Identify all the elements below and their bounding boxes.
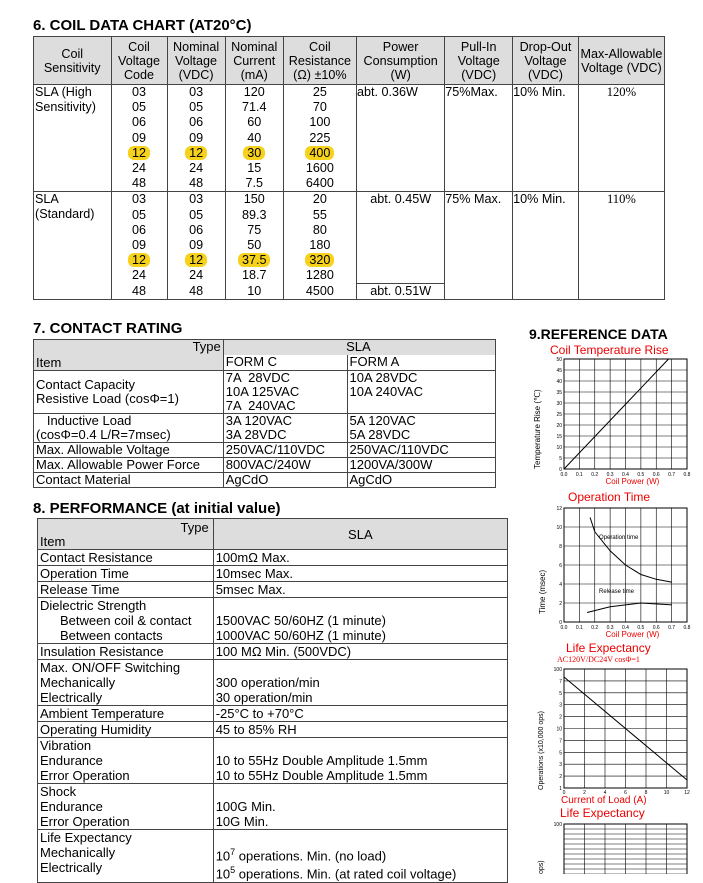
coil-cell: 12 <box>111 253 167 268</box>
chart2-title: Operation Time <box>568 490 651 504</box>
perf-item: Shock <box>40 784 77 799</box>
item-label: Item <box>40 534 66 549</box>
perf-item: Dielectric Strength <box>40 598 147 613</box>
chart3-xtick: 4 <box>603 790 607 796</box>
perf-value: 30 operation/min <box>215 690 313 705</box>
coil-cell: 320 <box>283 253 356 268</box>
form-a-header: FORM A <box>347 355 495 371</box>
coil-cell: 03 <box>111 85 167 101</box>
contact-row <box>34 414 496 443</box>
coil-cell: 24 <box>167 268 225 283</box>
contact-cell: Contact Capacity Resistive Load (cosΦ=1) <box>34 371 224 414</box>
contact-cell: 800VAC/240W <box>223 458 347 473</box>
perf-subitem: Endurance <box>40 799 103 814</box>
perf-item: Life Expectancy <box>40 830 132 845</box>
coil-cell: 15 <box>225 161 283 176</box>
chart1-ytick: 45 <box>556 368 562 374</box>
col-header: Coil Voltage Code <box>111 37 167 85</box>
chart1-xtick: 0.0 <box>560 472 568 478</box>
form-c-header: FORM C <box>223 355 347 371</box>
coil-maxv: 120% <box>578 85 664 192</box>
chart3-title: Life Expectancy <box>566 641 651 655</box>
coil-cell: 37.5 <box>225 253 283 268</box>
chart2-rel-label: Release time <box>599 589 635 595</box>
coil-cell: 05 <box>167 208 225 223</box>
contact-cell: Max. Allowable Power Force <box>34 458 224 473</box>
contact-row <box>34 458 496 473</box>
perf-value: 300 operation/min <box>215 675 320 690</box>
coil-cell: 12 <box>167 146 225 161</box>
perf-value: 10msec Max. <box>213 566 507 582</box>
perf-value: 100G Min. <box>215 799 276 814</box>
contact-cell: 250VAC/110VDC <box>347 443 495 458</box>
contact-cell: Max. Allowable Voltage <box>34 443 224 458</box>
coil-cell: 05 <box>167 100 225 115</box>
chart1-xtick: 0.5 <box>637 472 645 478</box>
type-label: Type <box>192 339 221 354</box>
coil-cell: 06 <box>111 115 167 130</box>
coil-cell: 225 <box>283 131 356 146</box>
coil-pullin: 75% Max. <box>445 192 513 300</box>
chart1-xtick: 0.2 <box>591 472 599 478</box>
perf-item: Insulation Resistance <box>38 644 214 660</box>
chart1-xlabel: Coil Power (W) <box>605 477 660 486</box>
perf-item: Release Time <box>38 582 214 598</box>
contact-cell: 3A 120VAC 3A 28VDC <box>223 414 347 443</box>
chart1-ytick: 10 <box>556 445 562 451</box>
chart2-xtick: 0.5 <box>637 625 645 631</box>
chart1-ytick: 15 <box>556 434 562 440</box>
coil-cell: 120 <box>225 85 283 101</box>
coil-cell: 06 <box>111 223 167 238</box>
perf-value: $10^5$ operations. Min. (at rated coil voltage) <box>215 865 457 882</box>
col-header: Power Consumption (W) <box>357 37 445 85</box>
coil-cell: 180 <box>283 238 356 253</box>
chart4-ylabel: ops) <box>538 860 545 874</box>
coil-cell: 6400 <box>283 176 356 192</box>
perf-value: -25°C to +70°C <box>213 706 507 722</box>
coil-cell: 03 <box>167 192 225 208</box>
coil-cell: 100 <box>283 115 356 130</box>
coil-data-table <box>33 36 665 300</box>
perf-item: Vibration <box>40 738 92 753</box>
coil-cell: 80 <box>283 223 356 238</box>
coil-cell: 05 <box>111 208 167 223</box>
chart2-ytick: 8 <box>559 544 562 550</box>
coil-cell: 150 <box>225 192 283 208</box>
perf-subitem: Between contacts <box>60 628 163 643</box>
coil-cell: 03 <box>167 85 225 101</box>
contact-cell: 7A 28VDC 10A 125VAC 7A 240VAC <box>223 371 347 414</box>
chart1-ytick: 40 <box>556 379 562 385</box>
col-header: Pull-In Voltage (VDC) <box>445 37 513 85</box>
chart3-xtick: 8 <box>644 790 648 796</box>
contact-cell: 5A 120VAC 5A 28VDC <box>347 414 495 443</box>
chart1-ytick: 25 <box>556 412 562 418</box>
coil-cell: 7.5 <box>225 176 283 192</box>
sla-label: SLA <box>348 526 373 542</box>
chart3-ytick: 10 <box>556 726 562 733</box>
col-header: Coil Sensitivity <box>34 37 112 85</box>
perf-subitem: Between coil & contact <box>60 613 192 628</box>
chart4-ytick: 100 <box>553 822 562 828</box>
coil-cell: 09 <box>111 131 167 146</box>
contact-cell: 1200VA/300W <box>347 458 495 473</box>
chart3-xtick: 10 <box>663 790 670 796</box>
coil-cell: 05 <box>111 100 167 115</box>
coil-cell: 4500 <box>283 284 356 300</box>
coil-cell: 12 <box>167 253 225 268</box>
coil-cell: 24 <box>111 268 167 283</box>
chart1-ytick: 0 <box>559 467 562 473</box>
chart2-ytick: 6 <box>559 563 562 569</box>
perf-value: 10 to 55Hz Double Amplitude 1.5mm <box>215 753 428 768</box>
coil-cell: 75 <box>225 223 283 238</box>
col-header: Nominal Current (mA) <box>225 37 283 85</box>
item-label: Item <box>36 355 62 370</box>
chart2-ylabel: Time (msec) <box>538 569 547 614</box>
chart1-ylabel: Temperature Rise (℃) <box>533 389 542 469</box>
chart2-xtick: 0.8 <box>683 625 691 631</box>
perf-subitem: Error Operation <box>40 814 130 829</box>
coil-cell: 06 <box>167 223 225 238</box>
perf-item: Contact Resistance <box>38 550 214 566</box>
chart3-ylabel: Operations (x10,000 ops) <box>538 711 545 790</box>
perf-title: 8. PERFORMANCE (at initial value) <box>33 500 281 517</box>
coil-cell: 10 <box>225 284 283 300</box>
chart2-ytick: 0 <box>559 620 562 626</box>
coil-pullin: 75%Max. <box>445 85 513 192</box>
coil-cell: 12 <box>111 146 167 161</box>
contact-cell: AgCdO <box>223 473 347 488</box>
coil-cell: 24 <box>111 161 167 176</box>
chart2-xtick: 0.0 <box>560 625 568 631</box>
chart3-xtick: 6 <box>624 790 627 796</box>
chart1-xtick: 0.6 <box>652 472 660 478</box>
perf-value: 45 to 85% RH <box>213 722 507 738</box>
col-header: Coil Resistance (Ω) ±10% <box>283 37 356 85</box>
coil-power: abt. 0.36W <box>357 85 445 192</box>
contact-cell: Contact Material <box>34 473 224 488</box>
chart2-xtick: 0.7 <box>668 625 676 631</box>
coil-cell: 55 <box>283 208 356 223</box>
perf-item: Operating Humidity <box>38 722 214 738</box>
coil-cell: 06 <box>167 115 225 130</box>
coil-cell: 30 <box>225 146 283 161</box>
chart2-series-1 <box>587 603 672 613</box>
coil-cell: 20 <box>283 192 356 208</box>
chart2-xlabel: Coil Power (W) <box>605 630 660 639</box>
perf-subitem: Endurance <box>40 753 103 768</box>
perf-subitem: Electrically <box>40 860 103 875</box>
contact-rating-table <box>33 339 496 488</box>
coil-cell: 89.3 <box>225 208 283 223</box>
perf-value: 1000VAC 50/60HZ (1 minute) <box>215 628 386 643</box>
perf-subitem: Electrically <box>40 690 103 705</box>
coil-cell: 48 <box>111 284 167 300</box>
coil-title: 6. COIL DATA CHART (AT20°C) <box>33 17 252 34</box>
chart3-ytick: 1 <box>559 786 562 792</box>
coil-cell: 400 <box>283 146 356 161</box>
perf-item: Max. ON/OFF Switching <box>40 660 181 675</box>
ref-title: 9.REFERENCE DATA <box>529 326 668 342</box>
coil-row <box>34 85 665 101</box>
chart3-xtick: 0 <box>562 790 566 796</box>
perf-subitem: Mechanically <box>40 675 116 690</box>
chart3-ytick: 3 <box>559 762 562 769</box>
chart1-xtick: 0.1 <box>575 472 583 478</box>
col-header: Drop-Out Voltage (VDC) <box>513 37 579 85</box>
chart3-ytick: 2 <box>559 714 562 721</box>
chart1-ytick: 35 <box>556 390 562 396</box>
coil-cell: 09 <box>167 131 225 146</box>
perf-value: 1500VAC 50/60HZ (1 minute) <box>215 613 386 628</box>
col-header: Max-Allowable Voltage (VDC) <box>578 37 664 85</box>
contact-row <box>34 443 496 458</box>
contact-cell: AgCdO <box>347 473 495 488</box>
perf-value: 100mΩ Max. <box>213 550 507 566</box>
chart2-ytick: 12 <box>556 506 562 512</box>
coil-cell: 70 <box>283 100 356 115</box>
chart1-xtick: 0.7 <box>668 472 676 478</box>
chart3-ytick: 5 <box>559 690 562 697</box>
perf-value: 5msec Max. <box>213 582 507 598</box>
contact-cell: Inductive Load (cosΦ=0.4 L/R=7msec) <box>34 414 224 443</box>
chart2-xtick: 0.6 <box>652 625 660 631</box>
coil-cell: 50 <box>225 238 283 253</box>
chart4-title: Life Expectancy <box>560 806 645 820</box>
coil-cell: 71.4 <box>225 100 283 115</box>
coil-power: abt. 0.51W <box>357 284 445 300</box>
chart2-xtick: 0.2 <box>591 625 599 631</box>
sla-label: SLA <box>346 339 371 354</box>
coil-cell: 09 <box>167 238 225 253</box>
performance-table <box>37 518 508 883</box>
chart2-xtick: 0.4 <box>622 625 629 631</box>
contact-title: 7. CONTACT RATING <box>33 320 183 337</box>
chart3-ytick: 5 <box>559 750 562 757</box>
chart1-ytick: 20 <box>556 423 562 429</box>
coil-dropout: 10% Min. <box>513 192 579 300</box>
chart1-ytick: 5 <box>559 456 562 462</box>
perf-subitem: Error Operation <box>40 768 130 783</box>
chart3-xtick: 2 <box>583 790 586 796</box>
chart3-ytick: 2 <box>559 774 562 781</box>
coil-dropout: 10% Min. <box>513 85 579 192</box>
chart1-ytick: 50 <box>556 357 562 363</box>
chart1-xtick: 0.8 <box>683 472 691 478</box>
coil-cell: 24 <box>167 161 225 176</box>
chart3-ytick: 100 <box>553 667 562 673</box>
coil-cell: 09 <box>111 238 167 253</box>
coil-power: abt. 0.45W <box>357 192 445 284</box>
coil-cell: 48 <box>167 176 225 192</box>
chart2-xtick: 0.1 <box>575 625 583 631</box>
coil-cell: 1280 <box>283 268 356 283</box>
chart2-ytick: 4 <box>559 582 562 588</box>
coil-maxv: 110% <box>578 192 664 300</box>
chart3-xtick: 12 <box>684 790 690 796</box>
coil-cell: 18.7 <box>225 268 283 283</box>
col-header: Nominal Voltage (VDC) <box>167 37 225 85</box>
perf-value: $10^7$ operations. Min. (no load) <box>215 847 387 864</box>
perf-item: Operation Time <box>38 566 214 582</box>
chart1-ytick: 30 <box>556 401 562 407</box>
chart3-ytick: 7 <box>559 678 562 685</box>
chart2-xtick: 0.3 <box>606 625 614 631</box>
chart1-title: Coil Temperature Rise <box>550 343 669 357</box>
coil-cell: 25 <box>283 85 356 101</box>
chart3-ytick: 7 <box>559 738 562 745</box>
coil-cell: 48 <box>111 176 167 192</box>
contact-cell: 250VAC/110VDC <box>223 443 347 458</box>
coil-cell: 03 <box>111 192 167 208</box>
chart2-op-label: Operation time <box>599 535 639 541</box>
perf-value: 10 to 55Hz Double Amplitude 1.5mm <box>215 768 428 783</box>
perf-item: Ambient Temperature <box>38 706 214 722</box>
chart3-ytick: 3 <box>559 702 562 709</box>
coil-cell: 40 <box>225 131 283 146</box>
contact-cell: 10A 28VDC 10A 240VAC <box>347 371 495 414</box>
coil-cell: 48 <box>167 284 225 300</box>
reference-charts <box>520 340 703 874</box>
contact-row <box>34 473 496 488</box>
perf-subitem: Mechanically <box>40 845 116 860</box>
chart1-xtick: 0.3 <box>606 472 614 478</box>
type-label: Type <box>180 520 209 535</box>
chart3-xlabel: Current of Load (A) <box>561 795 647 806</box>
perf-value: 100 MΩ Min. (500VDC) <box>213 644 507 660</box>
perf-value: 10G Min. <box>215 814 269 829</box>
contact-row <box>34 371 496 414</box>
chart2-ytick: 2 <box>559 601 562 607</box>
coil-sensitivity: SLA (Standard) <box>34 192 112 300</box>
coil-cell: 1600 <box>283 161 356 176</box>
coil-sensitivity: SLA (High Sensitivity) <box>34 85 112 192</box>
chart1-xtick: 0.4 <box>622 472 629 478</box>
coil-cell: 60 <box>225 115 283 130</box>
chart3-subtitle: AC120V/DC24V cosΦ=1 <box>557 655 640 664</box>
chart2-ytick: 10 <box>556 525 562 531</box>
coil-row <box>34 192 665 208</box>
